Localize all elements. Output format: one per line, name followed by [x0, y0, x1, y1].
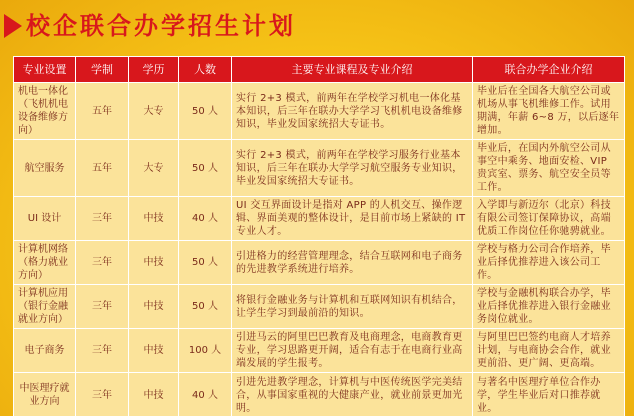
cell-description: UI 交互界面设计是指对 APP 的人机交互、操作逻辑、界面美观的整体设计，是目前市场上紧缺的 IT 专业人才。 — [232, 197, 473, 241]
cell-years: 三年 — [76, 285, 129, 329]
table-row — [14, 373, 625, 416]
table-row — [14, 241, 625, 285]
table-header-row — [14, 57, 625, 83]
cell-count: 100 人 — [179, 329, 232, 373]
header-description: 主要专业课程及专业介绍 — [232, 57, 473, 83]
cell-company: 学校与格力公司合作培养，毕业后择优推荐进入该公司工作。 — [473, 241, 625, 285]
cell-years: 三年 — [76, 329, 129, 373]
table-row — [14, 329, 625, 373]
cell-company: 入学即与新迈尔（北京）科技有限公司签订保障协议，高端优质工作岗位任你驰骋就业。 — [473, 197, 625, 241]
header-company: 联合办学企业介绍 — [473, 57, 625, 83]
cell-company: 毕业后，在国内外航空公司从事空中乘务、地面安检、VIP 贵宾室、票务、航空安全员等工作。 — [473, 140, 625, 197]
table-row — [14, 83, 625, 140]
cell-years: 五年 — [76, 140, 129, 197]
cell-years: 三年 — [76, 373, 129, 416]
cell-major: 电子商务 — [14, 329, 76, 373]
cell-major: UI 设计 — [14, 197, 76, 241]
table-row — [14, 285, 625, 329]
arrow-icon — [4, 14, 22, 38]
header — [0, 0, 634, 52]
cell-count: 50 人 — [179, 83, 232, 140]
header-major: 专业设置 — [14, 57, 76, 83]
cell-company: 与著名中医理疗单位合作办学，学生毕业后对口推荐就业。 — [473, 373, 625, 416]
table-row — [14, 140, 625, 197]
cell-major: 航空服务 — [14, 140, 76, 197]
cell-company: 学校与金融机构联合办学，毕业后择优推荐进入银行金融业务岗位就业。 — [473, 285, 625, 329]
enrollment-table — [13, 56, 625, 416]
cell-years: 五年 — [76, 83, 129, 140]
cell-count: 50 人 — [179, 241, 232, 285]
cell-count: 50 人 — [179, 140, 232, 197]
cell-description: 引进马云的阿里巴巴教育及电商理念，电商教育更专业，学习思路更开阔，适合有志于在电商行业高端发展的学生报考。 — [232, 329, 473, 373]
cell-count: 50 人 — [179, 285, 232, 329]
cell-major: 计算机应用（银行金融就业方向） — [14, 285, 76, 329]
page-title: 校企联合办学招生计划 — [26, 12, 296, 40]
header-years: 学制 — [76, 57, 129, 83]
cell-count: 40 人 — [179, 197, 232, 241]
cell-description: 实行 2+3 模式，前两年在学校学习服务行业基本知识，后三年在联办大学学习航空服务专业知识，毕业发国家统招大专证书。 — [232, 140, 473, 197]
cell-degree: 大专 — [129, 140, 179, 197]
cell-degree: 中技 — [129, 241, 179, 285]
cell-description: 将银行金融业务与计算机和互联网知识有机结合，让学生学习到最前沿的知识。 — [232, 285, 473, 329]
cell-degree: 中技 — [129, 285, 179, 329]
cell-years: 三年 — [76, 241, 129, 285]
cell-count: 40 人 — [179, 373, 232, 416]
header-count: 人数 — [179, 57, 232, 83]
cell-description: 引进先进教学理念，计算机与中医传统医学完美结合，从事国家重视的大健康产业，就业前景更加光明。 — [232, 373, 473, 416]
cell-degree: 中技 — [129, 373, 179, 416]
cell-company: 与阿里巴巴签约电商人才培养计划，与电商协会合作，就业更前沿、更广阔、更高端。 — [473, 329, 625, 373]
cell-years: 三年 — [76, 197, 129, 241]
cell-description: 引进格力的经营管理理念，结合互联网和电子商务的先进教学系统进行培养。 — [232, 241, 473, 285]
header-degree: 学历 — [129, 57, 179, 83]
cell-degree: 大专 — [129, 83, 179, 140]
cell-degree: 中技 — [129, 197, 179, 241]
cell-major: 中医理疗就业方向 — [14, 373, 76, 416]
cell-description: 实行 2+3 模式，前两年在学校学习机电一体化基本知识，后三年在联办大学学习飞机机电设备维修知识，毕业发国家统招大专证书。 — [232, 83, 473, 140]
cell-degree: 中技 — [129, 329, 179, 373]
table-row — [14, 197, 625, 241]
cell-major: 计算机网络（格力就业方向） — [14, 241, 76, 285]
cell-major: 机电一体化（飞机机电设备维修方向） — [14, 83, 76, 140]
cell-company: 毕业后在全国各大航空公司或机场从事飞机维修工作。试用期满，年薪 6~8 万，以后逐年增加。 — [473, 83, 625, 140]
